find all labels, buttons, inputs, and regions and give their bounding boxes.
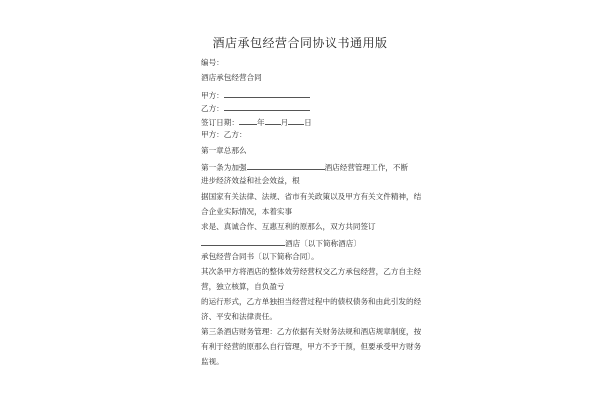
month-blank[interactable] bbox=[265, 116, 281, 125]
document-title: 酒店承包经营合同协议书通用版 bbox=[212, 36, 388, 50]
line-9: 进步经济效益和社会效益，根 bbox=[201, 176, 300, 185]
line-21: 监视。 bbox=[201, 357, 224, 366]
line-20: 有利于经营的原那么自行管理，甲方不予干预，但要承受甲方财务 bbox=[201, 342, 422, 351]
party-b-blank[interactable] bbox=[224, 102, 310, 111]
line-16: 营，独立核算，自负盈亏 bbox=[201, 282, 285, 291]
hotel-name-blank[interactable] bbox=[247, 161, 325, 170]
line-number: 编号： bbox=[201, 58, 224, 67]
line-13: 酒店〔以下简称酒店〕 bbox=[201, 237, 361, 249]
line-article-1: 第一条为加强 酒店经营管理工作，不断 bbox=[201, 163, 409, 172]
line-sign-date: 签订日期： 年 月 日 bbox=[201, 118, 312, 127]
line-11: 合企业实际情况，本着实事 bbox=[201, 207, 293, 216]
line-parties: 甲方：乙方： bbox=[201, 130, 247, 139]
party-a-blank[interactable] bbox=[224, 89, 310, 98]
hotel-short-blank[interactable] bbox=[201, 237, 285, 246]
line-party-a: 甲方： bbox=[201, 89, 310, 101]
line-chapter-1: 第一章总那么 bbox=[201, 146, 247, 155]
line-contract-name: 酒店承包经营合同 bbox=[201, 73, 262, 82]
line-14: 承包经营合同书〔以下简称合同〕。 bbox=[201, 252, 319, 261]
line-party-b: 乙方： bbox=[201, 102, 310, 114]
line-17: 的运行形式，乙方单独担当经营过程中的债权债务和由此引发的经 bbox=[201, 297, 422, 306]
line-19: 第三条酒店财务管理：乙方依据有关财务法规和酒店规章制度，按 bbox=[201, 327, 422, 336]
line-18: 济、平安和法律责任。 bbox=[201, 312, 277, 321]
day-blank[interactable] bbox=[288, 116, 304, 125]
line-12: 求是、真诚合作、互惠互利的原那么，双方共同签订 bbox=[201, 222, 376, 231]
year-blank[interactable] bbox=[239, 116, 257, 125]
line-10: 据国家有关法律、法规、省市有关政策以及甲方有关文件精神，结 bbox=[201, 192, 422, 201]
line-15: 其次条甲方将酒店的整体效劳经营权交乙方承包经营，乙方自主经 bbox=[201, 267, 422, 276]
